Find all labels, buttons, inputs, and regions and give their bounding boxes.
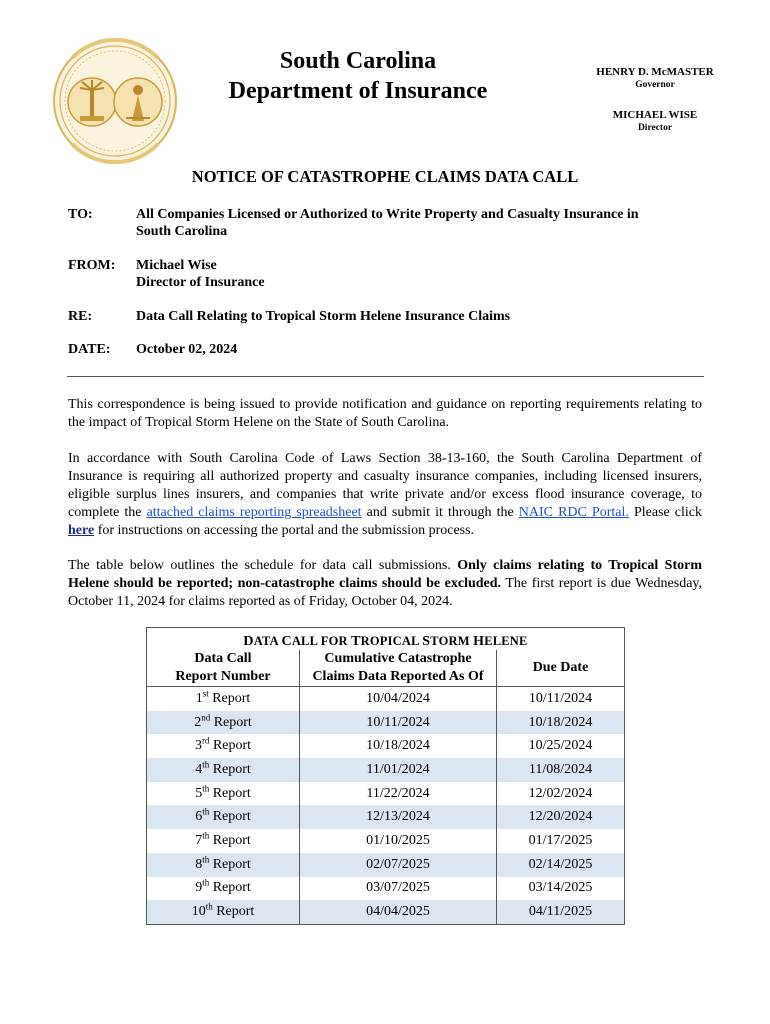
schedule-text-start: The table below outlines the schedule for data call submissions. [68,558,458,573]
re-value: Data Call Relating to Tropical Storm Helene Insurance Claims [136,309,511,324]
due-date-cell: 11/08/2024 [497,758,625,782]
schedule-paragraph [68,557,702,611]
authority-text-start: In accordance with South Carolina Code of Laws Section 38-13-160, the South Carolina Department of Insurance is requiring all authorized property and casualty insurance companies, including licensed insurers, eligible surplus lines insurers, and companies that write private and/or excess flood insurance coverage, to complete the [68,451,702,520]
claims-spreadsheet-link[interactable]: attached claims reporting spreadsheet [146,505,362,520]
state-seal-icon [52,38,178,164]
as-of-date-cell: 10/04/2024 [300,687,497,711]
agency-name [228,46,488,106]
report-number-cell: 3rd Report [194,735,252,754]
data-call-schedule-table [146,627,625,925]
instructions-here-link[interactable]: here [68,523,95,538]
due-date-cell: 03/14/2025 [528,880,593,896]
column-header-report-number: Data Call Report Number [175,651,271,684]
date-value: October 02, 2024 [136,342,238,357]
table-row [147,829,625,853]
report-number-cell: 8th Report [147,853,300,877]
report-number-cell: 1st Report [195,688,251,706]
report-number-cell: 6th Report [147,805,300,829]
table-row [147,900,625,924]
column-header-as-of: Cumulative Catastrophe Claims Data Reported As Of [300,650,497,687]
report-number-cell: 10th Report [147,900,300,924]
table-row [147,782,625,806]
due-date-cell: 10/25/2024 [528,738,593,754]
table-row [147,734,625,758]
report-number-cell: 5th Report [195,782,251,801]
due-date-cell: 10/18/2024 [497,711,625,735]
to-value-line-1: All Companies Licensed or Authorized to Write Property and Casualty Insurance in [136,207,639,222]
report-number-cell: 7th Report [195,830,251,848]
as-of-date-cell: 11/22/2024 [300,782,497,806]
authority-paragraph [68,450,702,540]
schedule-text-bold: Only claims relating to Tropical Storm Helene should be reported; non-catastrophe claims should be excluded. [68,558,702,591]
to-label: TO: [68,207,93,222]
officials-block [580,66,730,134]
governor-title: Governor [635,80,675,90]
as-of-date-cell: 02/07/2025 [300,853,497,877]
governor-name: HENRY D. McMASTER [596,66,714,78]
table-row [147,711,625,735]
as-of-date-cell: 04/04/2025 [300,900,497,924]
as-of-date-cell: 01/10/2025 [300,829,497,853]
re-label: RE: [68,309,93,324]
authority-text-end: for instructions on accessing the portal and the submission process. [94,523,475,538]
agency-line-1: South Carolina [279,48,437,74]
as-of-date-cell: 12/13/2024 [300,805,497,829]
due-date-cell: 10/11/2024 [528,690,593,706]
table-row [147,877,625,901]
as-of-date-cell: 10/18/2024 [300,734,497,758]
as-of-date-cell: 11/01/2024 [300,758,497,782]
table-row [147,758,625,782]
due-date-cell: 12/02/2024 [528,785,593,801]
authority-text-mid: and submit it through the [361,505,519,520]
date-label: DATE: [68,342,111,357]
header-divider [67,376,704,377]
report-number-cell: 2nd Report [147,711,300,735]
agency-line-2: Department of Insurance [228,78,488,104]
as-of-date-cell: 03/07/2025 [300,877,497,901]
table-row [147,853,625,877]
due-date-cell: 02/14/2025 [497,853,625,877]
naic-rdc-portal-link[interactable]: NAIC RDC Portal. [518,505,629,520]
table-row [147,687,625,711]
table-row [147,805,625,829]
report-number-cell: 9th Report [195,877,251,896]
due-date-cell: 04/11/2025 [497,900,625,924]
column-header-due-date: Due Date [497,650,625,687]
due-date-cell: 12/20/2024 [497,805,625,829]
notice-title: NOTICE OF CATASTROPHE CLAIMS DATA CALL [191,167,579,186]
from-value-line-1: Michael Wise [136,258,217,273]
as-of-date-cell: 10/11/2024 [300,711,497,735]
table-caption: DATA CALL FOR TROPICAL STORM HELENE [243,634,528,649]
report-number-cell: 4th Report [147,758,300,782]
director-name: MICHAEL WISE [612,109,698,121]
authority-text-mid2: Please click [628,505,702,520]
director-title: Director [637,123,673,133]
to-value-line-2: South Carolina [136,224,228,239]
from-value-line-2: Director of Insurance [136,275,265,290]
due-date-cell: 01/17/2025 [528,832,593,848]
from-label: FROM: [68,258,116,273]
schedule-text-end: The first report is due Wednesday, October 11, 2024 for claims reported as of Friday, October 04, 2024. [68,576,702,609]
intro-paragraph: This correspondence is being issued to provide notification and guidance on reporting requirements relating to the impact of Tropical Storm Helene on the State of South Carolina. [68,397,702,430]
